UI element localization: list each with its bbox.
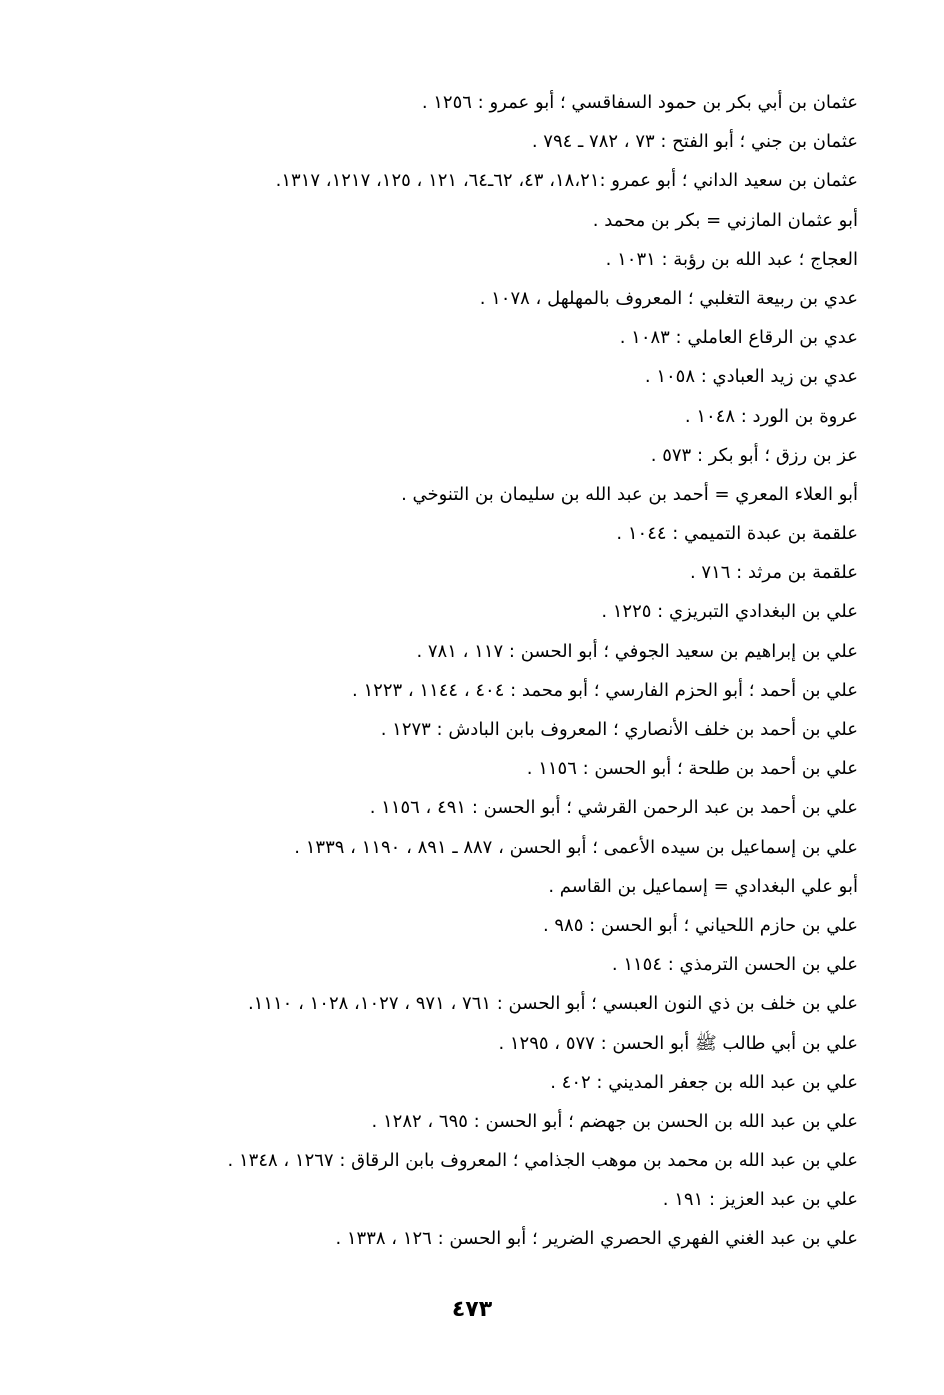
index-entry: عز بن رزق ؛ أبو بكر : ٥٧٣ . (650, 444, 858, 466)
index-entry: عثمان بن جني ؛ أبو الفتح : ٧٣ ، ٧٨٢ ـ ٧٩٤ . (531, 131, 858, 153)
index-entry: علي بن عبد العزيز : ١٩١ . (662, 1189, 858, 1211)
index-entry: علقمة بن مرثد : ٧١٦ . (689, 562, 858, 584)
index-entry: عثمان بن أبي بكر بن حمود السفاقسي ؛ أبو عمرو : ١٢٥٦ . (421, 92, 858, 113)
index-entry: علي بن أحمد بن خلف الأنصاري ؛ المعروف بابن البادش : ١٢٧٣ . (380, 719, 858, 740)
index-entry: عروة بن الورد : ١٠٤٨ . (684, 405, 858, 427)
index-entry: عدي بن الرقاع العاملي : ١٠٨٣ . (619, 327, 858, 349)
index-entry: علي بن إبراهيم بن سعيد الجوفي ؛ أبو الحسن : ١١٧ ، ٧٨١ . (416, 640, 858, 662)
index-entry: علي بن حازم اللحياني ؛ أبو الحسن : ٩٨٥ . (542, 914, 858, 936)
index-entry: أبو العلاء المعري = أحمد بن عبد الله بن سليمان بن التنوخي . (401, 483, 858, 505)
index-entry: علي بن خلف بن ذي النون العبسي ؛ أبو الحسن : ٧٦١ ، ٩٧١ ، ١٠٢٧، ١٠٢٨ ، ١١١٠. (247, 993, 858, 1015)
index-entry: علي بن أحمد بن طلحة ؛ أبو الحسن : ١١٥٦ . (526, 758, 858, 780)
index-entry: علي بن عبد الله بن جعفر المديني : ٤٠٢ . (550, 1071, 858, 1093)
index-entry: العجاج ؛ عبد الله بن رؤبة : ١٠٣١ . (605, 248, 858, 270)
index-entries-list (98, 83, 858, 1259)
index-entry: علي بن أحمد بن عبد الرحمن القرشي ؛ أبو الحسن : ٤٩١ ، ١١٥٦ . (369, 797, 858, 819)
index-entry: عدي بن ربيعة التغلبي ؛ المعروف بالمهلهل ، ١٠٧٨ . (479, 287, 858, 309)
index-entry: أبو عثمان المازني = بكر بن محمد . (592, 209, 858, 231)
page-number: ٤٧٣ (451, 1297, 493, 1322)
index-entry: عثمان بن سعيد الداني ؛ أبو عمرو :١٨،٢١، ٤٣، ٦٢ـ٦٤، ١٢١ ، ١٢٥، ١٢١٧، ١٣١٧. (275, 170, 858, 192)
index-entry: علي بن أبي طالب ﷺ أبو الحسن : ٥٧٧ ، ١٢٩٥ . (498, 1032, 858, 1054)
index-entry: علي بن إسماعيل بن سيده الأعمى ؛ أبو الحسن ، ٨٨٧ ـ ٨٩١ ، ١١٩٠ ، ١٣٣٩ . (294, 836, 858, 858)
index-entry: علي بن عبد الله بن محمد بن موهب الجذامي ؛ المعروف بابن الرقاق : ١٢٦٧ ، ١٣٤٨ . (227, 1150, 858, 1172)
index-entry: أبو علي البغدادي = إسماعيل بن القاسم . (548, 875, 858, 897)
index-entry: علي بن عبد الغني الفهري الحصري الضرير ؛ أبو الحسن : ١٢٦ ، ١٣٣٨ . (335, 1228, 858, 1250)
index-entry: علي بن الحسن الترمذي : ١١٥٤ . (611, 954, 858, 976)
index-entry: علقمة بن عبدة التميمي : ١٠٤٤ . (616, 523, 858, 545)
index-entry: علي بن عبد الله بن الحسن بن جهضم ؛ أبو الحسن : ٦٩٥ ، ١٢٨٢ . (371, 1110, 858, 1132)
index-entry: علي بن أحمد ؛ أبو الحزم الفارسي ؛ أبو محمد : ٤٠٤ ، ١١٤٤ ، ١٢٢٣ . (352, 679, 858, 701)
index-entry: علي بن البغدادي التبريزي : ١٢٢٥ . (601, 601, 858, 623)
index-entry: عدي بن زيد العبادي : ١٠٥٨ . (644, 366, 858, 388)
